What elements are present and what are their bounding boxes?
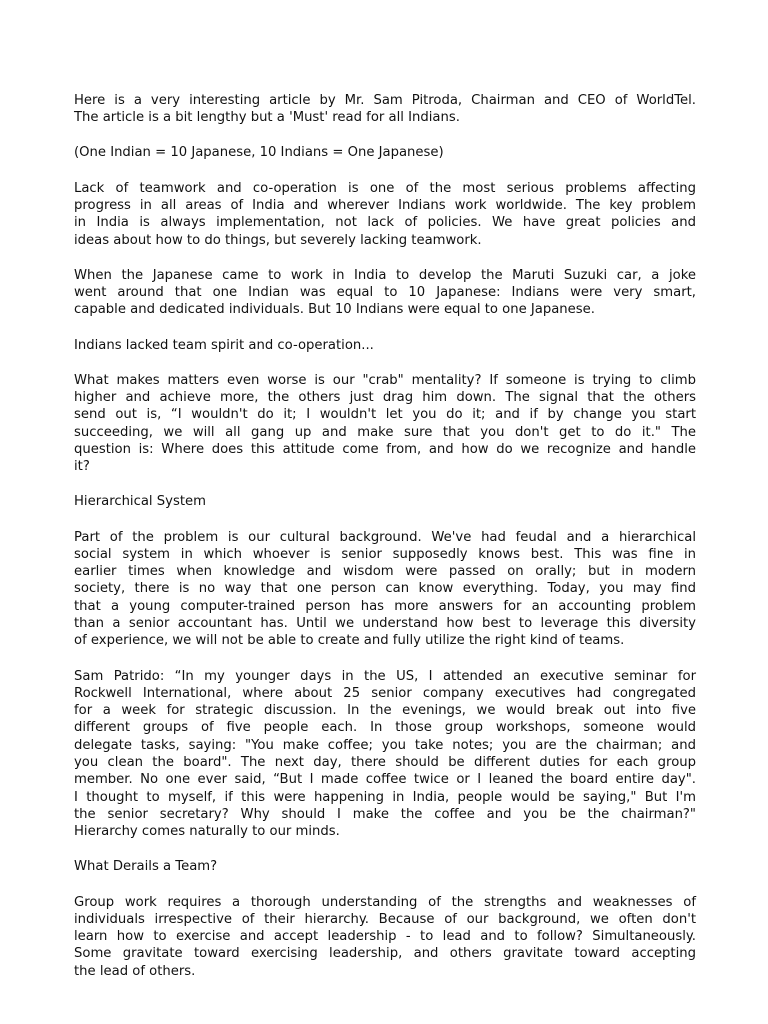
text-line: Some gravitate toward exercising leadership, and others gravitate toward accepting <box>74 946 696 962</box>
text-line: in India is always implementation, not lack of policies. We have great policies and <box>74 215 696 231</box>
text-line: Here is a very interesting article by Mr. Sam Pitroda, Chairman and CEO of WorldTel. <box>74 93 696 108</box>
text-line: delegate tasks, saying: "You make coffee; you take notes; you are the chairman; and <box>74 737 696 753</box>
text-line: than a senior accountant has. Until we understand how best to leverage this diversity <box>74 616 696 632</box>
body-paragraph <box>74 372 696 476</box>
text-line: What Derails a Team? <box>74 859 218 875</box>
text-line: ideas about how to do things, but severely lacking teamwork. <box>74 232 482 248</box>
body-paragraph <box>74 894 696 980</box>
text-line: Indians lacked team spirit and co-operation... <box>74 337 374 353</box>
text-line: member. No one ever said, “But I made coffee twice or I leaned the board entire day". <box>74 772 696 788</box>
body-paragraph <box>74 180 696 249</box>
text-line: of experience, we will not be able to create and fully utilize the right kind of teams. <box>74 633 625 649</box>
text-line: (One Indian = 10 Japanese, 10 Indians = One Japanese) <box>74 145 444 161</box>
body-paragraph <box>74 267 696 319</box>
text-line: social system in which whoever is senior supposedly knows best. This was fine in <box>74 546 696 562</box>
text-line: that a young computer-trained person has more answers for an accounting problem <box>74 598 696 614</box>
text-line: When the Japanese came to work in India to develop the Maruti Suzuki car, a joke <box>74 267 696 283</box>
text-line: individuals irrespective of their hierarchy. Because of our background, we often don't <box>74 911 696 927</box>
text-line: earlier times when knowledge and wisdom were passed on orally; but in modern <box>74 564 696 580</box>
text-line: different groups of five people each. In those group workshops, someone would <box>74 720 696 736</box>
text-line: Part of the problem is our cultural background. We've had feudal and a hierarchical <box>74 529 696 545</box>
text-line: Group work requires a thorough understanding of the strengths and weaknesses of <box>74 894 696 910</box>
text-line: for a week for strategic discussion. In the evenings, we would break out into five <box>74 703 696 719</box>
text-line: learn how to exercise and accept leadership - to lead and to follow? Simultaneously. <box>74 929 696 945</box>
text-line: Hierarchical System <box>74 494 206 510</box>
intro-paragraph <box>74 92 696 127</box>
text-line: progress in all areas of India and wherever Indians work worldwide. The key problem <box>74 197 696 213</box>
text-line: capable and dedicated individuals. But 10 Indians were equal to one Japanese. <box>74 302 595 318</box>
text-line: Hierarchy comes naturally to our minds. <box>74 824 340 840</box>
text-line: went around that one Indian was equal to 10 Japanese: Indians were very smart, <box>74 285 696 301</box>
text-line: question is: Where does this attitude come from, and how do we recognize and handle <box>74 441 696 457</box>
text-line: the lead of others. <box>74 963 196 979</box>
section-heading <box>74 493 696 510</box>
text-line: Lack of teamwork and co-operation is one of the most serious problems affecting <box>74 180 696 196</box>
body-paragraph <box>74 337 696 354</box>
text-line: What makes matters even worse is our "crab" mentality? If someone is trying to climb <box>74 372 696 388</box>
section-heading <box>74 858 696 875</box>
text-line: The article is a bit lengthy but a 'Must' read for all Indians. <box>74 110 460 126</box>
subtitle-paragraph <box>74 144 696 161</box>
text-line: higher and achieve more, the others just drag him down. The signal that the others <box>74 390 696 406</box>
text-line: the senior secretary? Why should I make the coffee and you be the chairman?" <box>74 806 696 822</box>
text-line: Sam Patrido: “In my younger days in the US, I attended an executive seminar for <box>74 668 696 684</box>
body-paragraph <box>74 668 696 841</box>
text-line: succeeding, we will all gang up and make sure that you don't get to do it." The <box>74 424 696 440</box>
text-line: society, there is no way that one person can know everything. Today, you may find <box>74 581 696 597</box>
body-paragraph <box>74 529 696 650</box>
text-line: you clean the board". The next day, there should be different duties for each group <box>74 755 696 771</box>
text-line: Rockwell International, where about 25 senior company executives had congregated <box>74 685 696 701</box>
text-line: it? <box>74 459 90 475</box>
text-line: I thought to myself, if this were happening in India, people would be saying," But I'm <box>74 789 696 805</box>
document-page <box>74 92 696 998</box>
text-line: send out is, “I wouldn't do it; I wouldn't let you do it; and if by change you start <box>74 407 696 423</box>
